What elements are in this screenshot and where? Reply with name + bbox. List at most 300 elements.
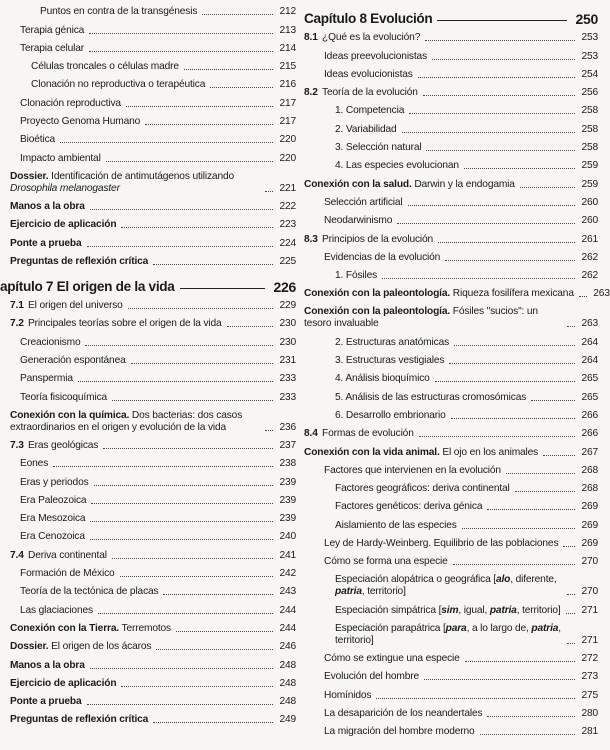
page-number: 244: [279, 622, 296, 634]
entry-text: 6. Desarrollo embrionario: [335, 409, 446, 421]
page-number: 266: [581, 428, 598, 440]
entry-bold-label: Ejercicio de aplicación: [10, 677, 117, 689]
toc-entry: [304, 138, 598, 156]
dot-leader: [60, 142, 273, 143]
toc-left-column: [0, 0, 296, 728]
toc-entry: [0, 655, 296, 673]
entry-text-segment: , diferente,: [510, 574, 557, 586]
dot-leader: [464, 168, 575, 169]
dot-leader: [184, 69, 273, 70]
dot-leader: [227, 326, 273, 327]
page-number: 242: [279, 568, 296, 580]
toc-entry: [0, 387, 296, 405]
page-number: 271: [581, 634, 598, 646]
entry-title: [335, 410, 446, 422]
entry-text: Era Cenozoica: [20, 531, 85, 543]
entry-title: [10, 410, 260, 434]
page-number: 216: [279, 79, 296, 91]
entry-bold-label: Ponte a prueba: [10, 696, 82, 708]
dot-leader: [382, 278, 575, 279]
entry-title: [20, 153, 101, 165]
page-number: 223: [279, 219, 296, 231]
page-number: 224: [279, 237, 296, 249]
entry-title: [324, 726, 475, 738]
entry-title: [10, 641, 151, 653]
dot-leader: [454, 345, 575, 346]
page-number: 246: [279, 641, 296, 653]
entry-text: Factores genéticos: deriva génica: [335, 501, 483, 513]
dot-leader: [94, 485, 273, 486]
entry-text: Homínidos: [324, 689, 372, 701]
entry-title: [40, 6, 197, 18]
section-number: 7.3: [10, 439, 24, 451]
dot-leader: [566, 613, 575, 614]
entry-bold-label: Dossier.: [10, 641, 49, 653]
page-number: 243: [279, 586, 296, 598]
entry-title: [335, 373, 430, 385]
entry-title: [335, 160, 459, 172]
toc-entry: [0, 197, 296, 215]
toc-entry: [304, 83, 598, 101]
entry-text: Clonación no reproductiva o terapéutica: [31, 79, 206, 91]
dot-leader: [435, 381, 575, 382]
toc-entry: [0, 57, 296, 75]
entry-title: [304, 447, 538, 459]
dot-leader: [90, 668, 273, 669]
dot-leader: [409, 113, 575, 114]
chapter-heading: [0, 270, 296, 296]
toc-entry: [304, 461, 598, 479]
entry-title: [335, 605, 561, 617]
toc-entry: [304, 266, 598, 284]
entry-title: [10, 300, 123, 312]
entry-text-segment: Especiación parapátrica [: [335, 622, 446, 634]
entry-text: 2. Variabilidad: [335, 123, 397, 135]
entry-text: Ideas evolucionistas: [324, 68, 413, 80]
dot-leader: [120, 576, 273, 577]
entry-title: [20, 134, 55, 146]
dot-leader: [112, 558, 273, 559]
entry-text: Terremotos: [119, 622, 171, 634]
entry-text-segment: patria: [531, 622, 559, 634]
entry-text: El origen de los ácaros: [48, 641, 152, 653]
page-number: 241: [279, 549, 296, 561]
entry-text: Factores que intervienen en la evolución: [324, 464, 501, 476]
entry-text: La migración del hombre moderno: [324, 726, 475, 738]
page-number: 237: [279, 439, 296, 451]
toc-entry: [0, 582, 296, 600]
page-number: 250: [575, 11, 598, 27]
toc-entry: [0, 2, 296, 20]
dot-leader: [506, 473, 575, 474]
entry-text-segment: para: [445, 622, 467, 634]
entry-title: [324, 69, 413, 81]
dot-leader: [121, 686, 273, 687]
toc-entry: [0, 545, 296, 563]
entry-text: 1. Fósiles: [335, 270, 378, 282]
dot-leader: [445, 260, 575, 261]
dot-leader: [480, 734, 575, 735]
dot-leader: [567, 594, 575, 595]
dot-leader: [103, 448, 273, 449]
entry-text: Proyecto Genoma Humano: [20, 116, 141, 128]
entry-title: [335, 355, 444, 367]
page-number: 231: [279, 355, 296, 367]
entry-title: [324, 556, 448, 568]
page-number: 220: [279, 152, 296, 164]
page-number: 248: [279, 696, 296, 708]
page-number: 262: [581, 251, 598, 263]
dot-leader: [465, 661, 575, 662]
entry-text: Principios de la evolución: [322, 233, 434, 245]
entry-title: [335, 520, 457, 532]
entry-title: [304, 87, 418, 99]
toc-entry: [304, 369, 598, 387]
entry-text-segment: alo: [495, 574, 511, 586]
entry-text: 2. Estructuras anatómicas: [335, 336, 450, 348]
page-number: 221: [279, 182, 296, 194]
dot-leader: [462, 528, 575, 529]
page-number: 230: [279, 318, 296, 330]
toc-entry: [304, 65, 598, 83]
dot-leader: [487, 716, 575, 717]
entry-title: [10, 660, 85, 672]
entry-title: [10, 201, 85, 213]
entry-title: [10, 171, 260, 195]
page-number: 261: [581, 233, 598, 245]
page-number: 233: [279, 391, 296, 403]
dot-leader: [176, 631, 273, 632]
entry-title: [324, 197, 403, 209]
entry-text: 3. Estructuras vestigiales: [335, 355, 445, 367]
chapter-title: Capítulo 8 Evolución: [304, 11, 433, 26]
page-number: 239: [279, 513, 296, 525]
page-number: 249: [279, 714, 296, 726]
dot-leader: [112, 400, 273, 401]
page-number: 233: [279, 373, 296, 385]
entry-text: Creacionismo: [20, 336, 81, 348]
entry-bold-label: Conexión con la paleontología.: [304, 288, 451, 300]
entry-title: [10, 219, 116, 231]
entry-text: Clonación reproductiva: [20, 97, 121, 109]
page-number: 263: [581, 318, 598, 330]
entry-text: Teoría de la evolución: [322, 87, 418, 99]
entry-title: [324, 215, 392, 227]
entry-text: Factores geográficos: deriva continental: [335, 483, 510, 495]
toc-entry: [304, 497, 598, 515]
entry-title: [304, 32, 420, 44]
dot-leader: [131, 363, 273, 364]
toc-entry: [304, 442, 598, 460]
page-number: 254: [581, 68, 598, 80]
dot-leader: [531, 400, 575, 401]
dot-leader: [567, 643, 575, 644]
entry-text: Principales teorías sobre el origen de la vida: [28, 318, 222, 330]
entry-text: Ideas preevolucionistas: [324, 50, 428, 62]
entry-title: [20, 392, 107, 404]
dot-leader: [515, 491, 575, 492]
section-number: 8.4: [304, 428, 318, 440]
page-number: 239: [279, 494, 296, 506]
entry-title: [304, 179, 515, 191]
entry-title: [20, 337, 80, 349]
page-number: 229: [279, 300, 296, 312]
chapter-title: apítulo 7 El origen de la vida: [0, 278, 175, 294]
dot-leader: [567, 326, 575, 327]
toc-entry: [0, 369, 296, 387]
entry-text-segment: , igual,: [458, 604, 490, 616]
entry-text-segment: sim: [441, 604, 459, 616]
entry-title: [20, 605, 93, 617]
dot-leader: [210, 87, 273, 88]
dot-leader: [419, 436, 575, 437]
toc-entry: [0, 472, 296, 490]
entry-text-segment: patria: [489, 604, 517, 616]
page-number: 265: [581, 373, 598, 385]
entry-title: [10, 623, 171, 635]
page-number: 253: [581, 32, 598, 44]
entry-title: [20, 98, 121, 110]
page-number: 266: [581, 409, 598, 421]
page-number: 268: [581, 464, 598, 476]
entry-title: [324, 671, 419, 683]
entry-text-segment: , a lo largo de,: [466, 622, 532, 634]
dot-leader: [163, 594, 273, 595]
dot-leader: [402, 132, 575, 133]
entry-bold-label: Conexión con la química.: [10, 409, 130, 421]
entry-text: Generación espontánea: [20, 355, 126, 367]
toc-entry: [304, 600, 598, 618]
entry-title: [20, 513, 85, 525]
dot-leader: [579, 296, 587, 297]
toc-entry: [0, 436, 296, 454]
entry-title: [304, 13, 432, 25]
entry-bold-label: Conexión con la paleontología.: [304, 306, 451, 318]
page-number: 239: [279, 476, 296, 488]
page-number: 253: [581, 50, 598, 62]
section-number: 7.4: [10, 549, 24, 561]
dot-leader: [89, 51, 273, 52]
entry-bold-label: Preguntas de reflexión crítica: [10, 714, 149, 726]
entry-text: 4. Análisis bioquímico: [335, 373, 430, 385]
entry-title: [10, 440, 98, 452]
toc-entry: [304, 534, 598, 552]
entry-bold-label: Ejercicio de aplicación: [10, 219, 117, 231]
entry-title: [20, 116, 140, 128]
entry-title: [20, 531, 85, 543]
page-number: 273: [581, 671, 598, 683]
entry-italic-text: Drosophila melanogaster: [10, 182, 120, 194]
toc-entry: [0, 148, 296, 166]
entry-text: 5. Análisis de las estructuras cromosómicas: [335, 391, 527, 403]
page-number: 258: [581, 123, 598, 135]
entry-text: Puntos en contra de la transgénesis: [40, 6, 198, 18]
dot-leader: [87, 704, 274, 705]
dot-leader: [91, 503, 273, 504]
entry-title: [304, 306, 562, 330]
dot-leader: [156, 649, 273, 650]
page-number: 267: [581, 446, 598, 458]
entry-text: Eones: [20, 458, 49, 470]
entry-text: Células troncales o células madre: [31, 61, 179, 73]
page-number: 269: [581, 519, 598, 531]
toc-entry: [0, 491, 296, 509]
page-number: 270: [581, 556, 598, 568]
entry-title: [20, 458, 48, 470]
entry-bold-label: Conexión con la vida animal.: [304, 446, 440, 458]
page-number: 212: [279, 6, 296, 18]
page-number: 259: [581, 160, 598, 172]
entry-title: [20, 355, 126, 367]
toc-entry: [304, 351, 598, 369]
entry-text: Eras geológicas: [28, 439, 99, 451]
dot-leader: [432, 59, 575, 60]
page-number: 272: [581, 652, 598, 664]
entry-text: Evolución del hombre: [324, 671, 419, 683]
toc-entry: [304, 229, 598, 247]
toc-entry: [304, 649, 598, 667]
toc-entry: [0, 600, 296, 618]
entry-bold-label: Conexión con la Tierra.: [10, 622, 120, 634]
toc-entry: [0, 619, 296, 637]
entry-title: [324, 51, 427, 63]
entry-text: Formación de México: [20, 568, 115, 580]
toc-entry: [0, 674, 296, 692]
page-number: 271: [581, 604, 598, 616]
entry-text-segment: , territorio]: [335, 622, 561, 646]
page-number: 260: [581, 196, 598, 208]
entry-title: [10, 238, 82, 250]
entry-text: Panspermia: [20, 373, 73, 385]
page-number: 248: [279, 677, 296, 689]
toc-entry: [304, 174, 598, 192]
page-number: 248: [279, 659, 296, 671]
entry-text: Terapia celular: [20, 42, 85, 54]
toc-entry: [304, 101, 598, 119]
page-number: 213: [279, 24, 296, 36]
toc-entry: [304, 424, 598, 442]
entry-text: El ojo en los animales: [439, 446, 539, 458]
toc-entry: [304, 248, 598, 266]
toc-entry: [0, 296, 296, 314]
entry-title: [304, 234, 433, 246]
entry-title: [335, 124, 397, 136]
toc-entry: [0, 314, 296, 332]
entry-title: [20, 25, 84, 37]
entry-title: [20, 373, 73, 385]
page-number: 215: [279, 61, 296, 73]
dot-leader: [424, 679, 575, 680]
toc-entry: [0, 332, 296, 350]
page-number: 281: [581, 726, 598, 738]
entry-text: Neodarwinismo: [324, 215, 393, 227]
entry-title: [20, 586, 158, 598]
page-number: 269: [581, 538, 598, 550]
dot-leader: [128, 308, 273, 309]
page-number: 259: [581, 178, 598, 190]
page-number: 222: [279, 200, 296, 212]
entry-bold-label: Manos a la obra: [10, 200, 85, 212]
page-number: 265: [581, 391, 598, 403]
entry-text: Impacto ambiental: [20, 152, 101, 164]
entry-title: [31, 61, 179, 73]
dot-leader: [520, 187, 575, 188]
toc-entry: [0, 351, 296, 369]
entry-bold-label: Dossier.: [10, 170, 49, 182]
dot-leader: [98, 613, 273, 614]
entry-title: [335, 392, 526, 404]
section-number: 7.1: [10, 300, 24, 312]
page-number: 238: [279, 458, 296, 470]
entry-title: [20, 568, 115, 580]
page-number: 258: [581, 142, 598, 154]
entry-title: [20, 43, 84, 55]
entry-title: [324, 465, 501, 477]
entry-text-segment: , territorio]: [361, 586, 406, 598]
dot-leader: [426, 150, 575, 151]
toc-entry: [304, 685, 598, 703]
dot-leader: [145, 124, 273, 125]
entry-text: Era Paleozoica: [20, 494, 87, 506]
dot-leader: [437, 20, 567, 21]
dot-leader: [543, 455, 575, 456]
entry-title: [10, 256, 148, 268]
entry-text: Teoría fisicoquímica: [20, 391, 108, 403]
toc-entry: [0, 75, 296, 93]
dot-leader: [89, 33, 273, 34]
dot-leader: [78, 381, 273, 382]
dot-leader: [418, 77, 575, 78]
dot-leader: [180, 288, 265, 289]
entry-title: [304, 288, 574, 300]
dot-leader: [376, 698, 575, 699]
page-number: 269: [581, 501, 598, 513]
entry-text: Cómo se extingue una especie: [324, 652, 460, 664]
entry-title: [324, 653, 460, 665]
page-number: 236: [279, 421, 296, 433]
entry-bold-label: Manos a la obra: [10, 659, 85, 671]
toc-entry: [304, 28, 598, 46]
entry-text: 4. Las especies evolucionan: [335, 160, 459, 172]
entry-text: Fósiles "sucios": un tesoro invaluable: [304, 306, 538, 330]
dot-leader: [408, 205, 575, 206]
page-number: 280: [581, 707, 598, 719]
entry-text: Darwin y la endogamia: [411, 178, 515, 190]
entry-title: [335, 574, 562, 598]
entry-title: [335, 483, 510, 495]
page-number: 240: [279, 531, 296, 543]
page-number: 262: [581, 270, 598, 282]
dot-leader: [87, 246, 274, 247]
entry-title: [335, 270, 377, 282]
entry-text-segment: Especiación simpátrica [: [335, 604, 442, 616]
entry-text: Aislamiento de las especies: [335, 519, 457, 531]
toc-entry: [304, 667, 598, 685]
entry-text: Identificación de antimutágenos utilizando: [48, 170, 234, 182]
page-number: 256: [581, 87, 598, 99]
entry-text: Terapia génica: [20, 24, 85, 36]
toc-entry: [0, 527, 296, 545]
toc-entry: [304, 515, 598, 533]
page-number: 264: [581, 336, 598, 348]
dot-leader: [53, 466, 273, 467]
toc-entry: [304, 302, 598, 332]
entry-title: [335, 142, 421, 154]
entry-text: Riqueza fosilífera mexicana: [450, 288, 574, 300]
entry-text: Dos bacterias: dos casos extraordinarios en el origen y evolución de la vida: [10, 409, 243, 433]
page-number: 220: [279, 134, 296, 146]
page-number: 258: [581, 105, 598, 117]
